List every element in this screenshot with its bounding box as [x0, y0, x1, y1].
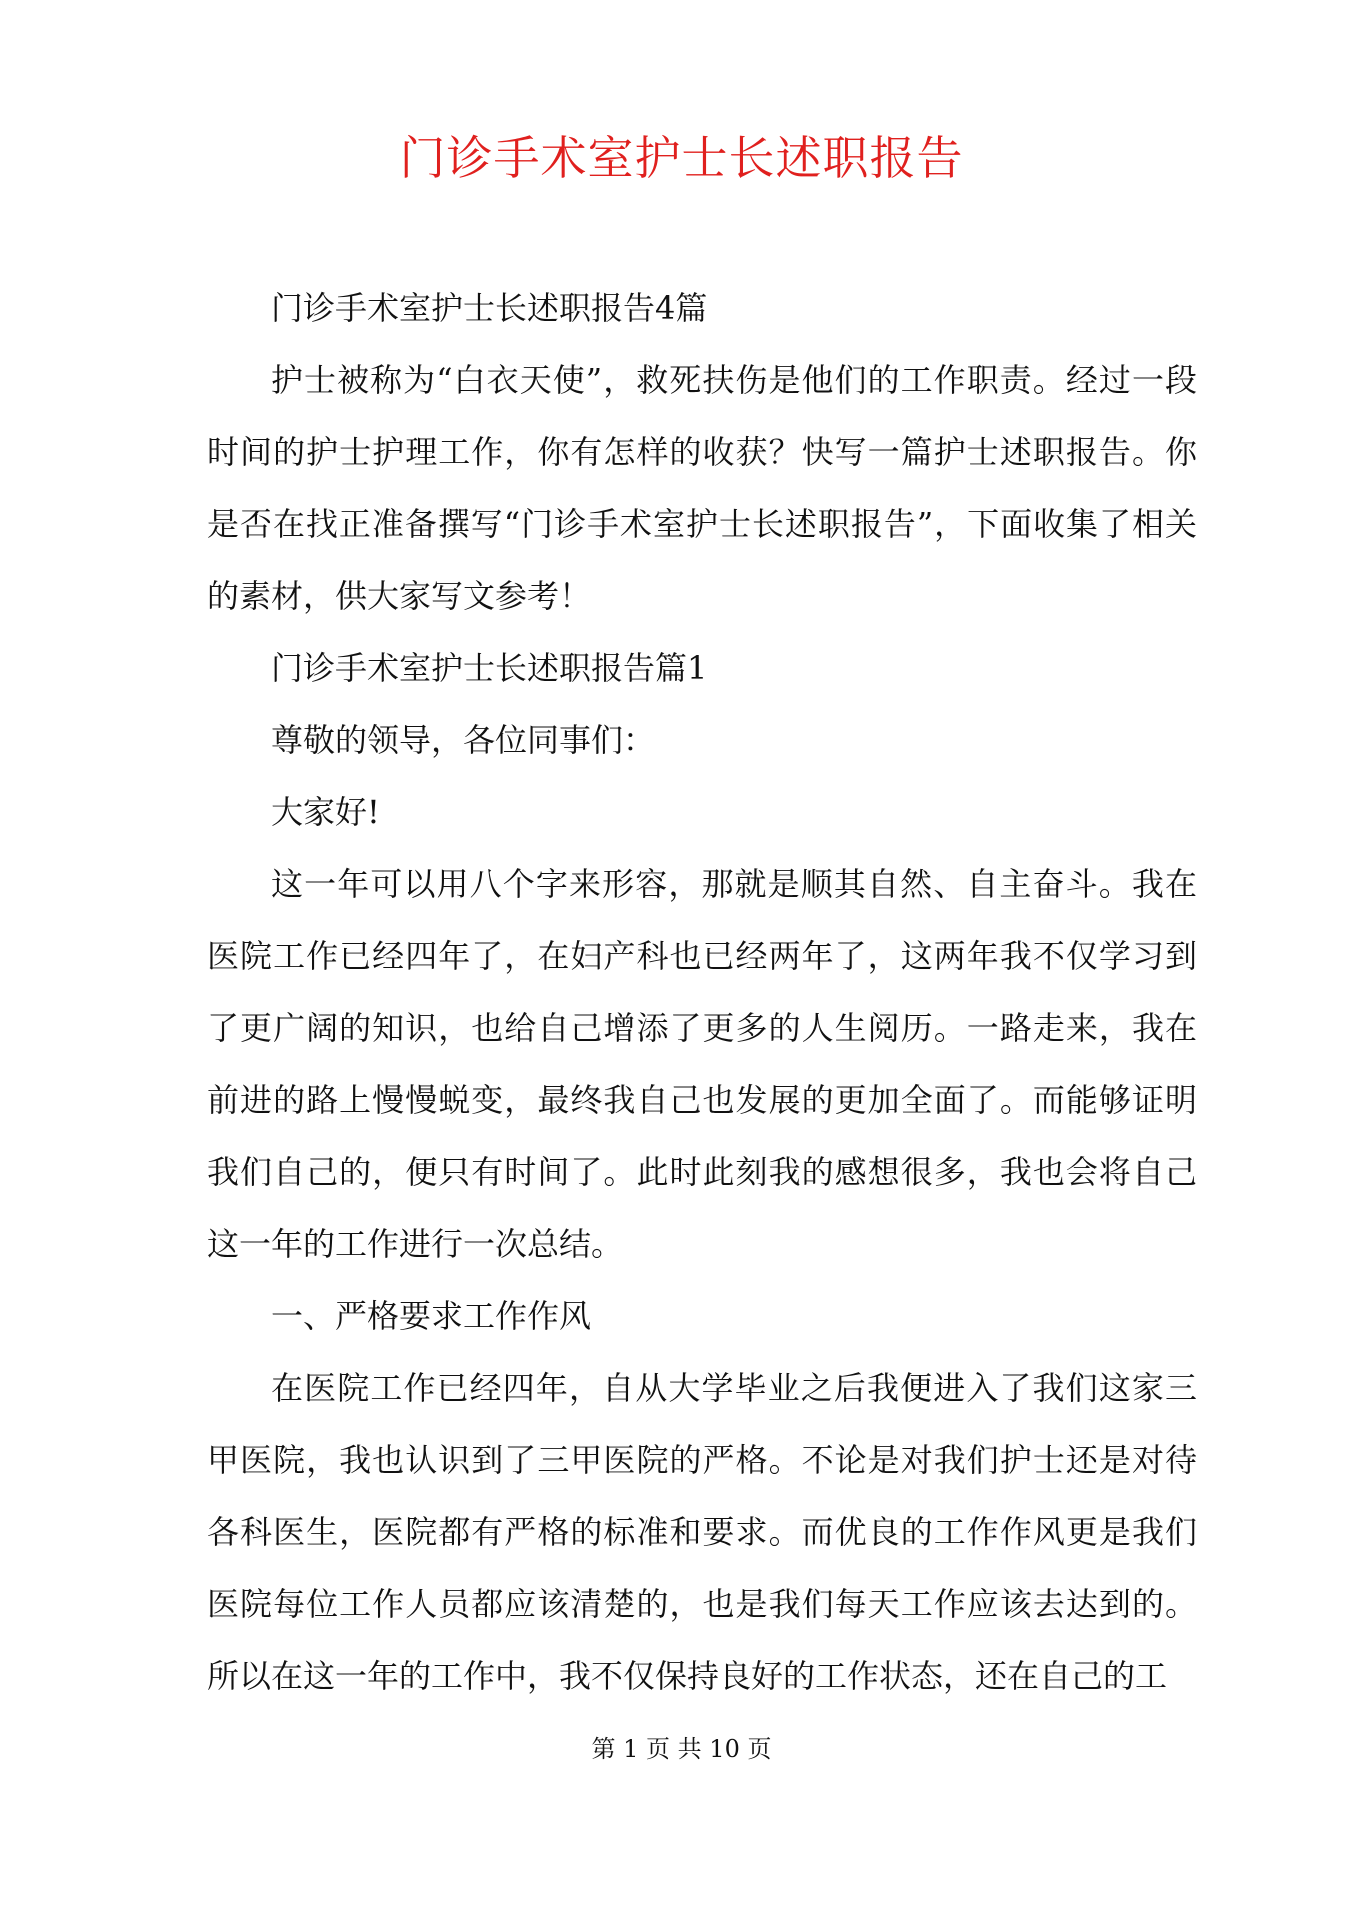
salutation-line: 尊敬的领导，各位同事们： — [271, 721, 656, 759]
intro-paragraph: 护士被称为“白衣天使”，救死扶伤是他们的工作职责。经过一段时间的护士护理工作，你有怎样的收获？快写一篇护士述职报告。你是否在找正准备撰写“门诊手术室护士长述职报告”，下面收集了相关的素材，供大家写文参考！ — [207, 361, 1197, 615]
section-heading-work-style: 一、严格要求工作作风 — [271, 1297, 592, 1335]
body-paragraph: 在医院工作已经四年，自从大学毕业之后我便进入了我们这家三甲医院，我也认识到了三甲医院的严格。不论是对我们护士还是对待各科医生，医院都有严格的标准和要求。而优良的工作作风更是我们医院每位工作人员都应该清楚的，也是我们每天工作应该去达到的。所以在这一年的工作中，我不仅保持良好的工作状态，还在自己的工 — [207, 1369, 1197, 1695]
body-paragraph: 这一年可以用八个字来形容，那就是顺其自然、自主奋斗。我在医院工作已经四年了，在妇产科也已经两年了，这两年我不仅学习到了更广阔的知识，也给自己增添了更多的人生阅历。一路走来，我在前进的路上慢慢蜕变，最终我自己也发展的更加全面了。而能够证明我们自己的，便只有时间了。此时此刻我的感想很多，我也会将自己这一年的工作进行一次总结。 — [207, 865, 1197, 1263]
greeting-line: 大家好! — [271, 793, 380, 831]
document-body — [207, 272, 1197, 1712]
document-title: 门诊手术室护士长述职报告 — [399, 131, 964, 185]
document-subtitle: 门诊手术室护士长述职报告4篇 — [271, 289, 708, 327]
section-heading-part-1: 门诊手术室护士长述职报告篇1 — [271, 649, 708, 687]
page-number-footer: 第 1 页 共 10 页 — [591, 1735, 772, 1763]
